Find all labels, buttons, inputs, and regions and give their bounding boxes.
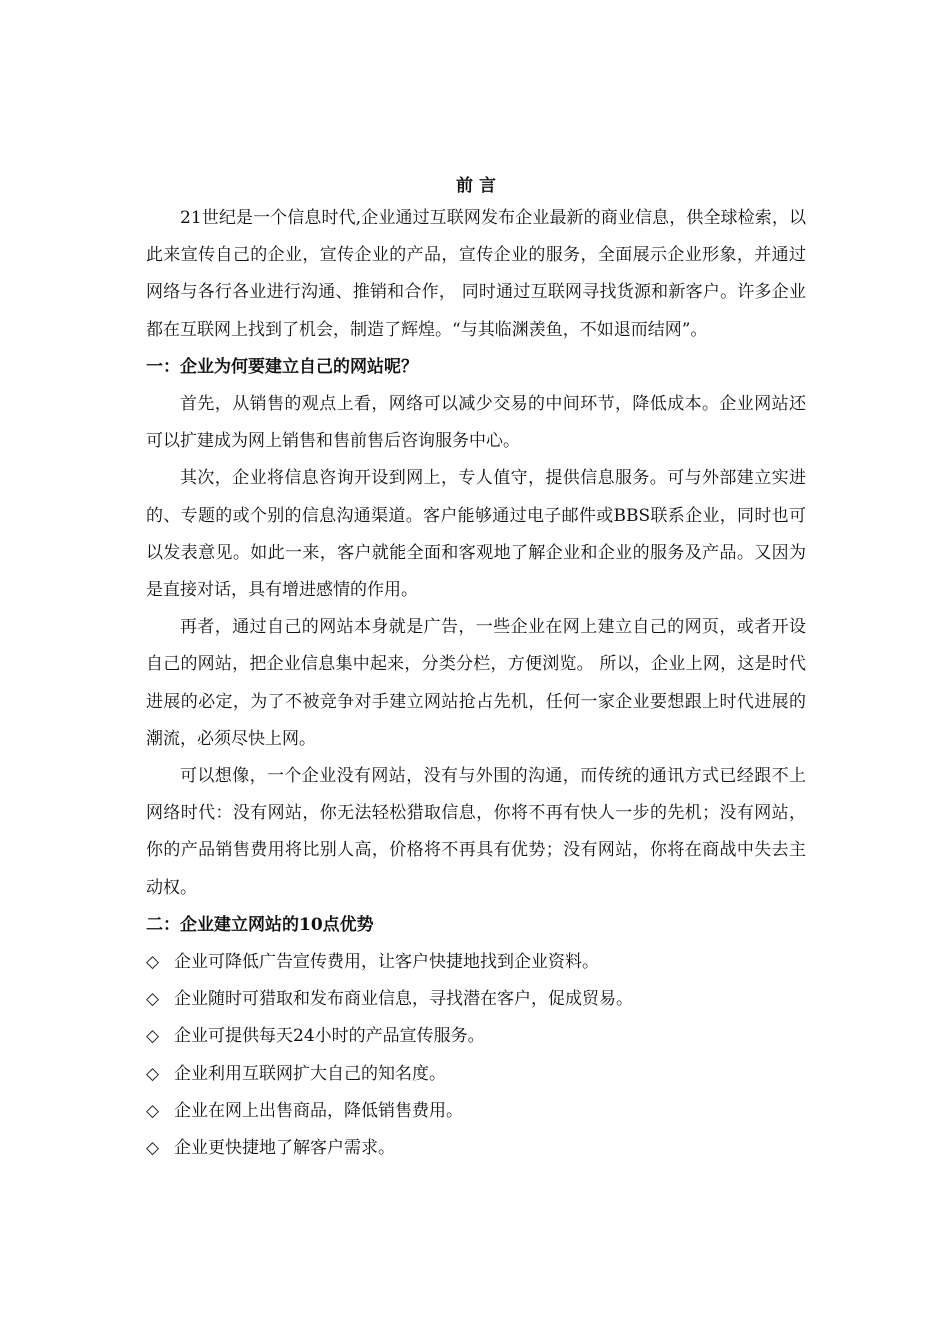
list-item-text: 企业更快捷地了解客户需求。 bbox=[174, 1138, 395, 1159]
section-1-paragraph-4: 可以想像，一个企业没有网站，没有与外围的沟通，而传统的通讯方式已经跟不上网络时代：没有网站，你无法轻松猎取信息，你将不再有快人一步的先机；没有网站，你的产品销售费用将比别人高，价格将不再具有优势；没有网站，你将在商战中失去主动权。 bbox=[146, 766, 806, 898]
list-item bbox=[146, 1130, 806, 1167]
list-item-text: 企业可降低广告宣传费用，让客户快捷地找到企业资料。 bbox=[174, 952, 599, 973]
diamond-bullet-icon: ◇ bbox=[146, 1100, 160, 1121]
document-body bbox=[146, 172, 806, 1167]
advantages-list bbox=[146, 944, 806, 1167]
section-2-heading: 二：企业建立网站的10点优势 bbox=[146, 914, 374, 935]
list-item-text: 企业可提供每天24小时的产品宣传服务。 bbox=[174, 1026, 485, 1047]
list-item bbox=[146, 981, 806, 1018]
list-item bbox=[146, 1093, 806, 1130]
section-1-heading: 一：企业为何要建立自己的网站呢？ bbox=[146, 356, 418, 377]
diamond-bullet-icon: ◇ bbox=[146, 1138, 160, 1159]
list-item bbox=[146, 944, 806, 981]
section-1-paragraph-2: 其次，企业将信息咨询开设到网上，专人值守，提供信息服务。可与外部建立实进的、专题的或个别的信息沟通渠道。客户能够通过电子邮件或BBS联系企业，同时也可以发表意见。如此一来，客户就能全面和客观地了解企业和企业的服务及产品。又因为是直接对话，具有增进感情的作用。 bbox=[146, 468, 806, 601]
list-item bbox=[146, 1018, 806, 1055]
intro-paragraph: 21世纪是一个信息时代,企业通过互联网发布企业最新的商业信息，供全球检索，以此来宣传自己的企业，宣传企业的产品，宣传企业的服务，全面展示企业形象，并通过网络与各行各业进行沟通、推销和合作， 同时通过互联网寻找货源和新客户。许多企业都在互联网上找到了机会，制造了辉煌。“与其临渊羡鱼，不如退而结网”。 bbox=[146, 208, 806, 340]
document-title: 前 言 bbox=[456, 176, 496, 196]
diamond-bullet-icon: ◇ bbox=[146, 952, 160, 973]
list-item bbox=[146, 1056, 806, 1093]
list-item-text: 企业在网上出售商品，降低销售费用。 bbox=[174, 1100, 463, 1121]
section-1-paragraph-1: 首先，从销售的观点上看，网络可以减少交易的中间环节，降低成本。企业网站还可以扩建成为网上销售和售前售后咨询服务中心。 bbox=[146, 394, 806, 452]
diamond-bullet-icon: ◇ bbox=[146, 989, 160, 1010]
diamond-bullet-icon: ◇ bbox=[146, 1026, 160, 1047]
list-item-text: 企业利用互联网扩大自己的知名度。 bbox=[174, 1063, 446, 1084]
diamond-bullet-icon: ◇ bbox=[146, 1063, 160, 1084]
section-1-paragraph-3: 再者，通过自己的网站本身就是广告，一些企业在网上建立自己的网页，或者开设自己的网站，把企业信息集中起来，分类分栏，方便浏览。 所以，企业上网，这是时代进展的必定，为了不被竞争对手建立网站抢占先机，任何一家企业要想跟上时代进展的潮流，必须尽快上网。 bbox=[146, 617, 806, 749]
list-item-text: 企业随时可猎取和发布商业信息，寻找潜在客户，促成贸易。 bbox=[174, 989, 633, 1010]
